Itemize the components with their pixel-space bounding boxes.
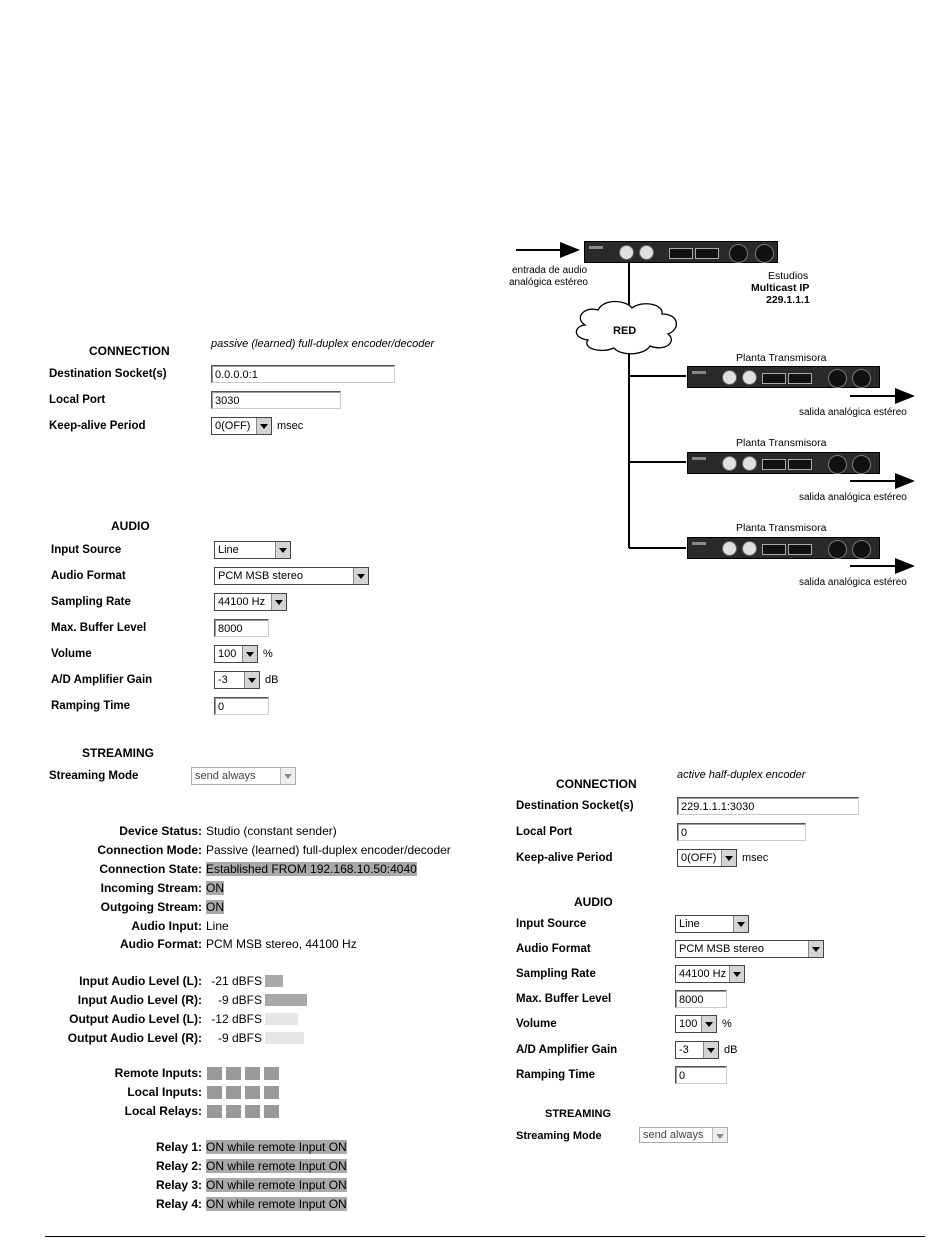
left-streaming-mode-label: Streaming Mode: [49, 770, 139, 782]
right-input-source-select[interactable]: [675, 915, 749, 933]
left-ad-gain-select[interactable]: [214, 671, 260, 689]
chevron-down-icon: [701, 1016, 716, 1032]
audio-input-value: Line: [206, 919, 229, 933]
left-destination-field[interactable]: 0.0.0.0:1: [211, 365, 395, 383]
local-relay-indicator: [207, 1105, 222, 1118]
level-label: Output Audio Level (L):: [69, 1012, 202, 1026]
left-audio-header: AUDIO: [111, 519, 150, 533]
level-value: -12 dBFS: [211, 1012, 262, 1026]
level-label: Output Audio Level (R):: [67, 1031, 202, 1045]
left-volume-select[interactable]: [214, 645, 258, 663]
left-input-source-label: Input Source: [51, 544, 122, 556]
left-volume-value: 100: [218, 648, 237, 660]
relay-label: Relay 2:: [155, 1159, 202, 1173]
level-value: -21 dBFS: [211, 974, 262, 988]
left-sampling-rate-label: Sampling Rate: [51, 596, 131, 608]
right-volume-unit: %: [722, 1018, 732, 1030]
right-ramping-field[interactable]: 0: [675, 1066, 727, 1084]
chevron-down-icon: [808, 941, 823, 957]
right-keepalive-value: 0(OFF): [681, 852, 717, 864]
site-title: Planta Transmisora: [736, 437, 827, 449]
site-output-label: salida analógica estéreo: [799, 577, 907, 588]
left-streaming-header: STREAMING: [82, 746, 154, 760]
audio-level-bar: [265, 994, 307, 1006]
level-value: -9 dBFS: [217, 1031, 262, 1045]
right-ad-gain-label: A/D Amplifier Gain: [516, 1044, 618, 1056]
relay-value: ON while remote Input ON: [206, 1159, 347, 1173]
right-ramping-label: Ramping Time: [516, 1069, 596, 1081]
device-status-value: Studio (constant sender): [206, 824, 337, 838]
left-streaming-mode-select[interactable]: [191, 767, 296, 785]
local-inputs-label: Local Inputs:: [127, 1085, 202, 1099]
right-max-buffer-field[interactable]: 8000: [675, 990, 727, 1008]
right-volume-label: Volume: [516, 1018, 557, 1030]
level-value: -9 dBFS: [217, 993, 262, 1007]
right-streaming-mode-value: send always: [643, 1129, 704, 1141]
chevron-down-icon: [703, 1042, 718, 1058]
local-input-indicator: [207, 1086, 222, 1099]
right-connection-header: CONNECTION: [556, 777, 637, 791]
left-input-source-value: Line: [218, 544, 239, 556]
footer-divider: [45, 1236, 925, 1237]
site-title: Planta Transmisora: [736, 352, 827, 364]
local-relay-indicator: [245, 1105, 260, 1118]
left-ad-gain-unit: dB: [265, 674, 279, 686]
audio-level-bar: [265, 975, 283, 987]
transmitter-decoder-device: [687, 366, 880, 388]
relay-label: Relay 4:: [155, 1197, 202, 1211]
right-keepalive-select[interactable]: [677, 849, 737, 867]
left-volume-unit: %: [263, 648, 273, 660]
left-max-buffer-field[interactable]: 8000: [214, 619, 269, 637]
level-label: Input Audio Level (L):: [79, 974, 202, 988]
left-local-port-label: Local Port: [49, 394, 106, 406]
right-ad-gain-unit: dB: [724, 1044, 738, 1056]
input-label-line2: analógica estéreo: [509, 277, 588, 288]
right-sampling-rate-label: Sampling Rate: [516, 968, 596, 980]
remote-input-indicator: [226, 1067, 241, 1080]
input-label-line1: entrada de audio: [512, 265, 588, 276]
remote-input-indicator: [245, 1067, 260, 1080]
left-max-buffer-label: Max. Buffer Level: [51, 622, 147, 634]
level-label: Input Audio Level (R):: [77, 993, 202, 1007]
audio-level-bar: [265, 1032, 304, 1044]
relay-label: Relay 3:: [155, 1178, 202, 1192]
site-output-label: salida analógica estéreo: [799, 492, 907, 503]
connection-mode-value: Passive (learned) full-duplex encoder/decoder: [206, 843, 451, 857]
right-local-port-field[interactable]: 0: [677, 823, 806, 841]
chevron-down-icon: [712, 1128, 727, 1142]
remote-inputs-label: Remote Inputs:: [114, 1066, 202, 1080]
left-connection-header: CONNECTION: [89, 344, 170, 358]
left-audio-format-value: PCM MSB stereo: [218, 570, 303, 582]
connection-state-label: Connection State:: [99, 862, 202, 876]
audio-input-label: Audio Input:: [131, 919, 202, 933]
multicast-ip: 229.1.1.1: [766, 294, 810, 306]
left-audio-format-label: Audio Format: [51, 570, 126, 582]
left-keepalive-unit: msec: [277, 420, 304, 432]
chevron-down-icon: [733, 916, 748, 932]
connection-mode-label: Connection Mode:: [97, 843, 202, 857]
remote-input-indicator: [207, 1067, 222, 1080]
right-connection-mode-note: active half-duplex encoder: [677, 769, 806, 781]
local-relay-indicator: [264, 1105, 279, 1118]
right-audio-format-value: PCM MSB stereo: [679, 943, 764, 955]
right-destination-label: Destination Socket(s): [516, 800, 634, 812]
studio-encoder-device: [584, 241, 778, 263]
outgoing-stream-value: ON: [206, 900, 224, 914]
right-sampling-rate-select[interactable]: [675, 965, 745, 983]
outgoing-stream-label: Outgoing Stream:: [100, 900, 202, 914]
connection-state-value: Established FROM 192.168.10.50:4040: [206, 862, 417, 876]
right-input-source-label: Input Source: [516, 918, 587, 930]
right-audio-format-label: Audio Format: [516, 943, 591, 955]
local-input-indicator: [264, 1086, 279, 1099]
remote-input-indicator: [264, 1067, 279, 1080]
chevron-down-icon: [242, 646, 257, 662]
left-connection-mode-note: passive (learned) full-duplex encoder/decoder: [211, 338, 435, 350]
multicast-label: Multicast IP: [751, 282, 810, 294]
site-output-label: salida analógica estéreo: [799, 407, 907, 418]
right-streaming-mode-label: Streaming Mode: [516, 1130, 602, 1142]
network-label: RED: [613, 325, 637, 337]
incoming-stream-label: Incoming Stream:: [100, 881, 202, 895]
right-streaming-mode-select[interactable]: [639, 1127, 728, 1143]
local-input-indicator: [226, 1086, 241, 1099]
left-streaming-mode-value: send always: [195, 770, 256, 782]
device-status-label: Device Status:: [119, 824, 202, 838]
right-streaming-header: STREAMING: [545, 1108, 611, 1120]
left-ramping-label: Ramping Time: [51, 700, 131, 712]
right-destination-field[interactable]: 229.1.1.1:3030: [677, 797, 859, 815]
right-volume-value: 100: [679, 1018, 698, 1030]
local-input-indicator: [245, 1086, 260, 1099]
right-max-buffer-label: Max. Buffer Level: [516, 993, 612, 1005]
chevron-down-icon: [729, 966, 744, 982]
left-keepalive-label: Keep-alive Period: [49, 420, 146, 432]
right-sampling-rate-value: 44100 Hz: [679, 968, 727, 980]
right-keepalive-label: Keep-alive Period: [516, 852, 613, 864]
chevron-down-icon: [721, 850, 736, 866]
studio-label: Estudios: [768, 270, 809, 282]
left-volume-label: Volume: [51, 648, 92, 660]
chevron-down-icon: [244, 672, 259, 688]
relay-value: ON while remote Input ON: [206, 1178, 347, 1192]
relay-label: Relay 1:: [155, 1140, 202, 1154]
left-ad-gain-value: -3: [218, 674, 228, 686]
incoming-stream-value: ON: [206, 881, 224, 895]
right-ad-gain-value: -3: [679, 1044, 689, 1056]
local-relays-label: Local Relays:: [124, 1104, 202, 1118]
left-ramping-field[interactable]: 0: [214, 697, 269, 715]
right-ad-gain-select[interactable]: [675, 1041, 719, 1059]
transmitter-decoder-device: [687, 537, 880, 559]
transmitter-decoder-device: [687, 452, 880, 474]
left-keepalive-value: 0(OFF): [215, 420, 251, 432]
relay-value: ON while remote Input ON: [206, 1140, 347, 1154]
left-local-port-field[interactable]: 3030: [211, 391, 341, 409]
relay-value: ON while remote Input ON: [206, 1197, 347, 1211]
local-relay-indicator: [226, 1105, 241, 1118]
right-keepalive-unit: msec: [742, 852, 769, 864]
right-input-source-value: Line: [679, 918, 700, 930]
audio-format-status-label: Audio Format:: [120, 937, 202, 951]
audio-format-status-value: PCM MSB stereo, 44100 Hz: [206, 937, 357, 951]
right-local-port-label: Local Port: [516, 826, 573, 838]
audio-level-bar: [265, 1013, 298, 1025]
chevron-down-icon: [280, 768, 295, 784]
site-title: Planta Transmisora: [736, 522, 827, 534]
right-audio-format-select[interactable]: [675, 940, 824, 958]
right-volume-select[interactable]: [675, 1015, 717, 1033]
right-audio-header: AUDIO: [574, 895, 613, 909]
left-destination-label: Destination Socket(s): [49, 368, 167, 380]
left-ad-gain-label: A/D Amplifier Gain: [51, 674, 153, 686]
left-sampling-rate-value: 44100 Hz: [218, 596, 266, 608]
